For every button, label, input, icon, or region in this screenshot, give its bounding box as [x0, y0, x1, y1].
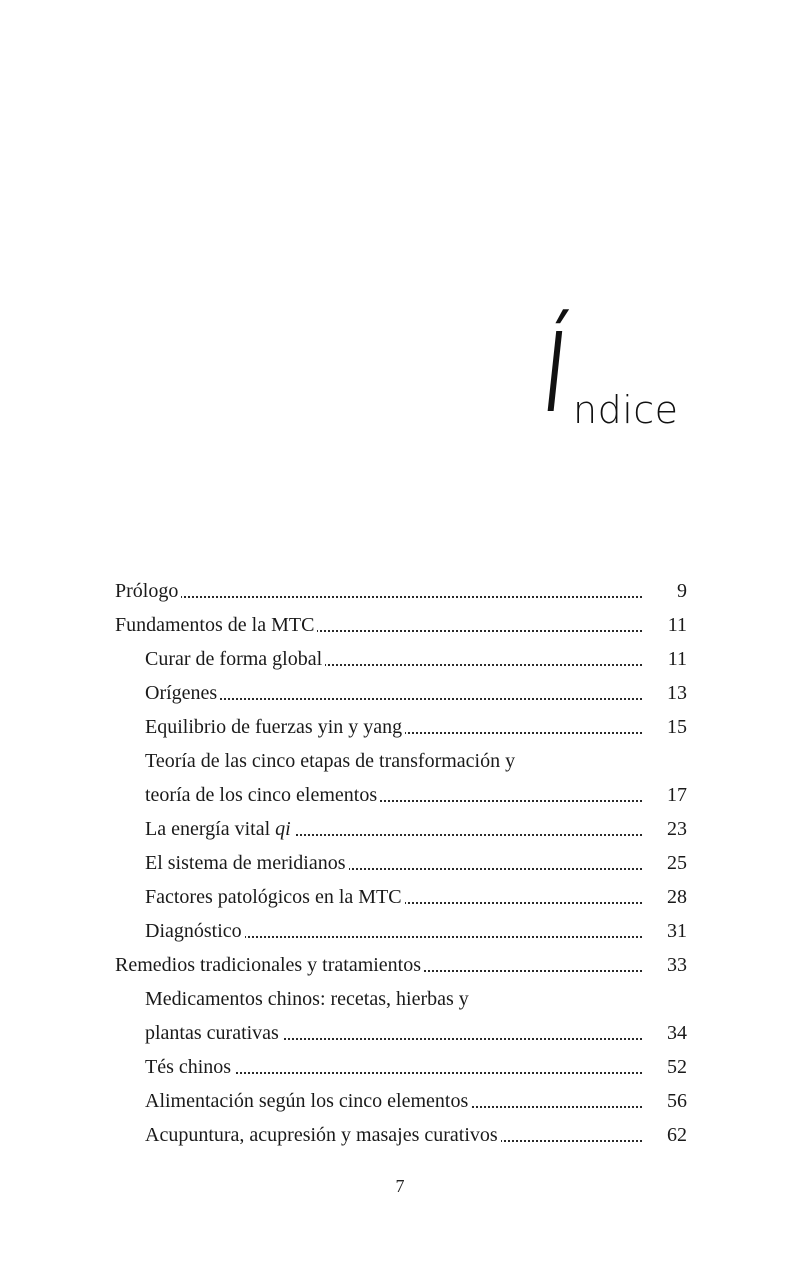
toc-entry-title-text: Curar de forma global — [145, 648, 323, 670]
dot-leader — [115, 596, 642, 598]
toc-chapter-entry[interactable] — [115, 574, 687, 608]
toc-section-entry[interactable] — [115, 914, 687, 948]
toc-entry-title — [145, 1090, 471, 1112]
toc-section-entry[interactable] — [115, 812, 687, 846]
toc-entry-title — [145, 852, 349, 874]
toc-entry-title-text: El sistema de meridianos — [145, 852, 346, 874]
page-title-initial: Í — [546, 309, 564, 437]
toc-entry-title — [115, 954, 424, 976]
toc-section-entry[interactable] — [115, 880, 687, 914]
toc-entry-title — [115, 580, 181, 602]
toc-page-number: 52 — [667, 1056, 687, 1078]
toc-entry-title — [145, 886, 405, 908]
toc-entry-title-text: Acupuntura, acupresión y masajes curativos — [145, 1124, 498, 1146]
toc-entry-title — [145, 716, 405, 738]
toc-section-entry[interactable] — [115, 846, 687, 880]
toc-entry-title-text: Tés chinos — [145, 1056, 232, 1078]
toc-page-number: 13 — [667, 682, 687, 704]
toc-section-entry[interactable] — [115, 982, 687, 1016]
toc-entry-title — [145, 784, 380, 806]
toc-entry-title-text: plantas curativas — [145, 1022, 279, 1044]
toc-entry-title — [145, 648, 325, 670]
table-of-contents — [115, 574, 687, 1152]
toc-entry-title — [145, 750, 518, 772]
toc-entry-title — [145, 1056, 234, 1078]
toc-entry-title — [145, 920, 245, 942]
toc-section-entry[interactable] — [115, 1118, 687, 1152]
toc-page-number: 15 — [667, 716, 687, 738]
toc-entry-title-text: Prólogo — [115, 580, 179, 602]
toc-entry-title-text: Medicamentos chinos: recetas, hierbas y — [145, 988, 469, 1010]
toc-entry-title — [115, 614, 317, 636]
toc-entry-title — [145, 1022, 282, 1044]
toc-page-number: 9 — [677, 580, 687, 602]
toc-page-number: 23 — [667, 818, 687, 840]
toc-section-entry[interactable] — [115, 1084, 687, 1118]
toc-chapter-entry[interactable] — [115, 608, 687, 642]
toc-entry-title — [145, 818, 294, 840]
page-title-rest: ndice — [573, 388, 679, 432]
toc-entry-title-text: Diagnóstico — [145, 920, 242, 942]
toc-section-entry[interactable] — [115, 1050, 687, 1084]
toc-page-number: 17 — [667, 784, 687, 806]
toc-page-number: 56 — [667, 1090, 687, 1112]
toc-entry-title — [145, 988, 472, 1010]
toc-entry-title-italic: qi — [275, 818, 291, 840]
toc-entry-title-text: Teoría de las cinco etapas de transformación y — [145, 750, 516, 772]
toc-section-entry[interactable] — [115, 676, 687, 710]
toc-entry-title-text: Factores patológicos en la MTC — [145, 886, 402, 908]
toc-entry-title — [145, 1124, 501, 1146]
toc-section-entry[interactable] — [115, 642, 687, 676]
toc-page-number: 33 — [667, 954, 687, 976]
toc-entry-title-text: Orígenes — [145, 682, 218, 704]
toc-entry-title-text: Equilibrio de fuerzas yin y yang — [145, 716, 403, 738]
page-title — [540, 309, 740, 448]
toc-section-entry[interactable] — [115, 1016, 687, 1050]
toc-section-entry[interactable] — [115, 778, 687, 812]
page-number: 7 — [395, 1176, 405, 1196]
toc-page-number: 28 — [667, 886, 687, 908]
toc-page-number: 11 — [667, 648, 687, 670]
toc-entry-title-text: teoría de los cinco elementos — [145, 784, 378, 806]
toc-chapter-entry[interactable] — [115, 948, 687, 982]
toc-entry-title — [145, 682, 220, 704]
toc-entry-title-text: Remedios tradicionales y tratamientos — [115, 954, 422, 976]
toc-section-entry[interactable] — [115, 710, 687, 744]
toc-page-number: 11 — [667, 614, 687, 636]
toc-entry-title-text: Fundamentos de la MTC — [115, 614, 315, 636]
toc-entry-title-text: La energía vital — [145, 818, 276, 840]
toc-page-number: 62 — [667, 1124, 687, 1146]
toc-section-entry[interactable] — [115, 744, 687, 778]
toc-page-number: 25 — [667, 852, 687, 874]
toc-page-number: 34 — [667, 1022, 687, 1044]
toc-entry-title-text: Alimentación según los cinco elementos — [145, 1090, 469, 1112]
toc-page-number: 31 — [667, 920, 687, 942]
